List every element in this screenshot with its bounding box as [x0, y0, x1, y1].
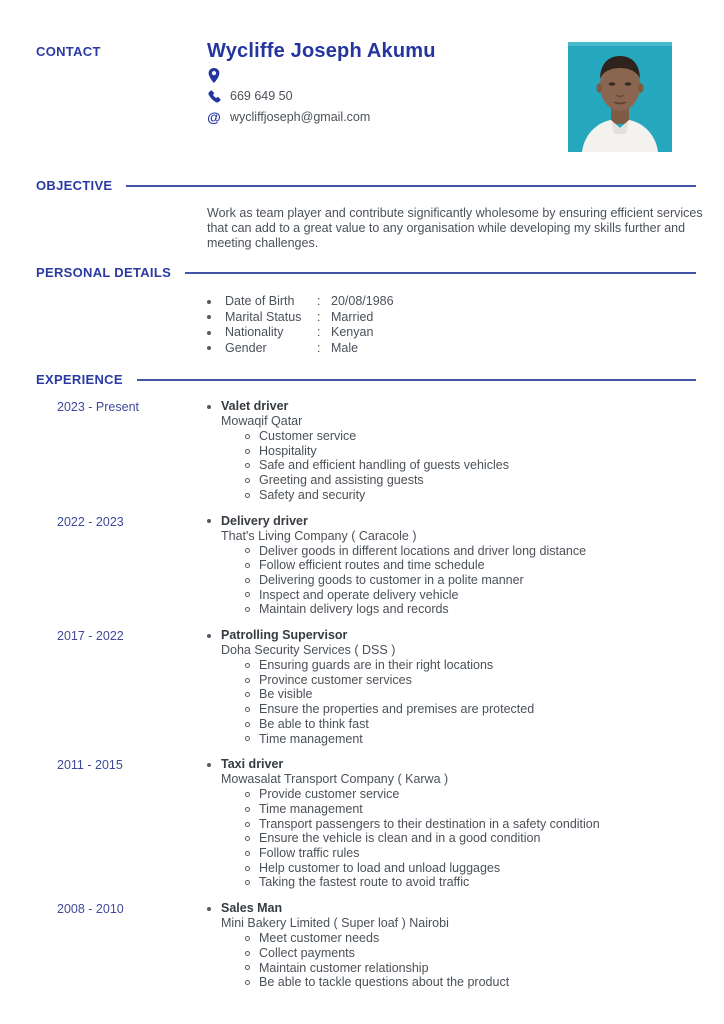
bullet-icon	[207, 763, 211, 767]
email-address: wycliffjoseph@gmail.com	[230, 110, 371, 124]
job-duty	[245, 573, 696, 588]
job-entry	[36, 514, 696, 618]
circle-bullet-icon	[245, 449, 250, 454]
job-entry	[36, 901, 696, 990]
job-duty-text: Deliver goods in different locations and driver long distance	[259, 543, 587, 558]
personal-details-heading-rule	[185, 272, 696, 274]
job-duty-text: Time management	[259, 731, 363, 746]
job-duty-text: Be visible	[259, 687, 313, 702]
job-duty	[245, 946, 696, 961]
circle-bullet-icon	[245, 807, 250, 812]
job-duty-text: Greeting and assisting guests	[259, 473, 424, 488]
objective-heading-rule	[126, 185, 696, 187]
experience-heading-rule	[137, 379, 696, 381]
job-duty-text: Taking the fastest route to avoid traffic	[259, 875, 470, 890]
objective-heading-text: OBJECTIVE	[36, 178, 113, 193]
job-duty-text: Inspect and operate delivery vehicle	[259, 587, 459, 602]
detail-label: Nationality	[225, 325, 284, 339]
circle-bullet-icon	[245, 578, 250, 583]
job-duty	[245, 717, 696, 732]
job-duty	[245, 444, 696, 459]
job-duty	[245, 602, 696, 617]
job-duty	[245, 673, 696, 688]
job-duty-text: Provide customer service	[259, 787, 400, 802]
personal-detail-row	[207, 310, 696, 326]
bullet-icon	[207, 519, 211, 523]
job-title: Delivery driver	[221, 513, 308, 528]
circle-bullet-icon	[245, 736, 250, 741]
personal-detail-row	[207, 294, 696, 310]
circle-bullet-icon	[245, 851, 250, 856]
job-duty	[245, 861, 696, 876]
bullet-icon	[207, 346, 225, 350]
circle-bullet-icon	[245, 866, 250, 871]
detail-separator: :	[317, 325, 321, 339]
personal-details-list	[207, 294, 696, 356]
job-duty-text: Maintain customer relationship	[259, 960, 429, 975]
job-duty-text: Delivering goods to customer in a polite manner	[259, 572, 524, 587]
profile-photo	[568, 42, 672, 152]
job-duty	[245, 658, 696, 673]
job-dates: 2011 - 2015	[57, 758, 123, 773]
circle-bullet-icon	[245, 792, 250, 797]
job-duty-text: Safety and security	[259, 487, 366, 502]
job-duty	[245, 931, 696, 946]
circle-bullet-icon	[245, 822, 250, 827]
job-duty	[245, 875, 696, 890]
bullet-icon	[207, 315, 225, 319]
job-duty	[245, 817, 696, 832]
location-pin-icon	[207, 67, 221, 83]
job-duty	[245, 558, 696, 573]
detail-value: Male	[331, 340, 359, 355]
job-title: Patrolling Supervisor	[221, 628, 348, 643]
job-duty	[245, 588, 696, 603]
circle-bullet-icon	[245, 951, 250, 956]
job-duty	[245, 831, 696, 846]
job-duty-text: Ensure the vehicle is clean and in a good condition	[259, 831, 541, 846]
job-duty-text: Hospitality	[259, 443, 317, 458]
detail-value: 20/08/1986	[331, 294, 394, 308]
job-duty-text: Follow traffic rules	[259, 846, 360, 861]
job-duty-text: Be able to think fast	[259, 716, 369, 731]
detail-label: Marital Status	[225, 309, 302, 324]
circle-bullet-icon	[245, 563, 250, 568]
job-duty	[245, 473, 696, 488]
circle-bullet-icon	[245, 463, 250, 468]
personal-details-section-heading	[36, 265, 696, 280]
job-duty-text: Meet customer needs	[259, 931, 380, 946]
circle-bullet-icon	[245, 965, 250, 970]
job-company: That's Living Company ( Caracole )	[221, 528, 417, 543]
bullet-icon	[207, 405, 211, 409]
job-entry	[36, 628, 696, 746]
header	[36, 40, 696, 162]
circle-bullet-icon	[245, 663, 250, 668]
detail-label: Date of Birth	[225, 294, 295, 308]
circle-bullet-icon	[245, 592, 250, 597]
job-duty-text: Customer service	[259, 429, 357, 443]
job-duty-text: Safe and efficient handling of guests vehicles	[259, 458, 509, 473]
personal-detail-row	[207, 325, 696, 341]
circle-bullet-icon	[245, 880, 250, 885]
job-duty-text: Be able to tackle questions about the product	[259, 975, 510, 990]
detail-value: Kenyan	[331, 325, 374, 339]
circle-bullet-icon	[245, 434, 250, 439]
experience-section-heading	[36, 372, 696, 387]
circle-bullet-icon	[245, 836, 250, 841]
circle-bullet-icon	[245, 936, 250, 941]
contact-section-label: CONTACT	[36, 44, 101, 59]
detail-separator: :	[317, 309, 321, 324]
circle-bullet-icon	[245, 692, 250, 697]
personal-details-heading-text: PERSONAL DETAILS	[36, 265, 172, 280]
job-duty	[245, 458, 696, 473]
job-duty-text: Ensure the properties and premises are protected	[259, 702, 535, 717]
personal-detail-row	[207, 341, 696, 357]
job-duty-text: Collect payments	[259, 945, 355, 960]
job-title: Sales Man	[221, 901, 283, 916]
at-icon: @	[207, 109, 221, 125]
circle-bullet-icon	[245, 722, 250, 727]
phone-number: 669 649 50	[230, 89, 293, 103]
job-duty-text: Transport passengers to their destination in a safety condition	[259, 816, 600, 831]
person-name: Wycliffe Joseph Akumu	[207, 40, 436, 62]
job-duty-text: Help customer to load and unload luggages	[259, 860, 501, 875]
job-dates: 2023 - Present	[57, 400, 139, 414]
job-title: Taxi driver	[221, 757, 284, 772]
job-title: Valet driver	[221, 399, 289, 413]
job-entry	[36, 757, 696, 890]
detail-separator: :	[317, 294, 321, 308]
job-duty	[245, 687, 696, 702]
job-dates: 2022 - 2023	[57, 514, 124, 529]
bullet-icon	[207, 300, 225, 304]
job-duty-text: Time management	[259, 801, 363, 816]
job-company: Mowaqif Qatar	[221, 414, 303, 428]
bullet-icon	[207, 907, 211, 911]
detail-label: Gender	[225, 340, 267, 355]
job-duty-text: Maintain delivery logs and records	[259, 602, 449, 617]
job-duty	[245, 429, 696, 444]
circle-bullet-icon	[245, 478, 250, 483]
experience-jobs	[36, 399, 696, 990]
circle-bullet-icon	[245, 678, 250, 683]
job-duty	[245, 961, 696, 976]
job-duty	[245, 802, 696, 817]
job-dates: 2017 - 2022	[57, 629, 124, 644]
detail-separator: :	[317, 340, 321, 355]
job-duty	[245, 975, 696, 990]
job-duty	[245, 544, 696, 559]
circle-bullet-icon	[245, 548, 250, 553]
job-dates: 2008 - 2010	[57, 902, 124, 917]
job-company: Doha Security Services ( DSS )	[221, 643, 396, 658]
job-duty	[245, 702, 696, 717]
job-entry	[36, 399, 696, 503]
detail-value: Married	[331, 309, 374, 324]
job-company: Mini Bakery Limited ( Super loaf ) Nairobi	[221, 916, 449, 931]
job-duty	[245, 787, 696, 802]
circle-bullet-icon	[245, 607, 250, 612]
objective-section-heading	[36, 178, 696, 193]
job-duty	[245, 732, 696, 747]
experience-heading-text: EXPERIENCE	[36, 372, 123, 387]
job-duty-text: Province customer services	[259, 672, 412, 687]
job-duty	[245, 846, 696, 861]
circle-bullet-icon	[245, 493, 250, 498]
job-duty-text: Ensuring guards are in their right locations	[259, 658, 494, 673]
job-company: Mowasalat Transport Company ( Karwa )	[221, 772, 449, 787]
circle-bullet-icon	[245, 980, 250, 985]
bullet-icon	[207, 331, 225, 335]
objective-paragraph: Work as team player and contribute significantly wholesome by ensuring efficient services that can add to a great value to any organisation while developing my skills further and meeting challenges.	[207, 206, 703, 250]
circle-bullet-icon	[245, 707, 250, 712]
job-duty-text: Follow efficient routes and time schedule	[259, 558, 485, 573]
phone-icon	[207, 88, 221, 104]
bullet-icon	[207, 634, 211, 638]
job-duty	[245, 488, 696, 503]
